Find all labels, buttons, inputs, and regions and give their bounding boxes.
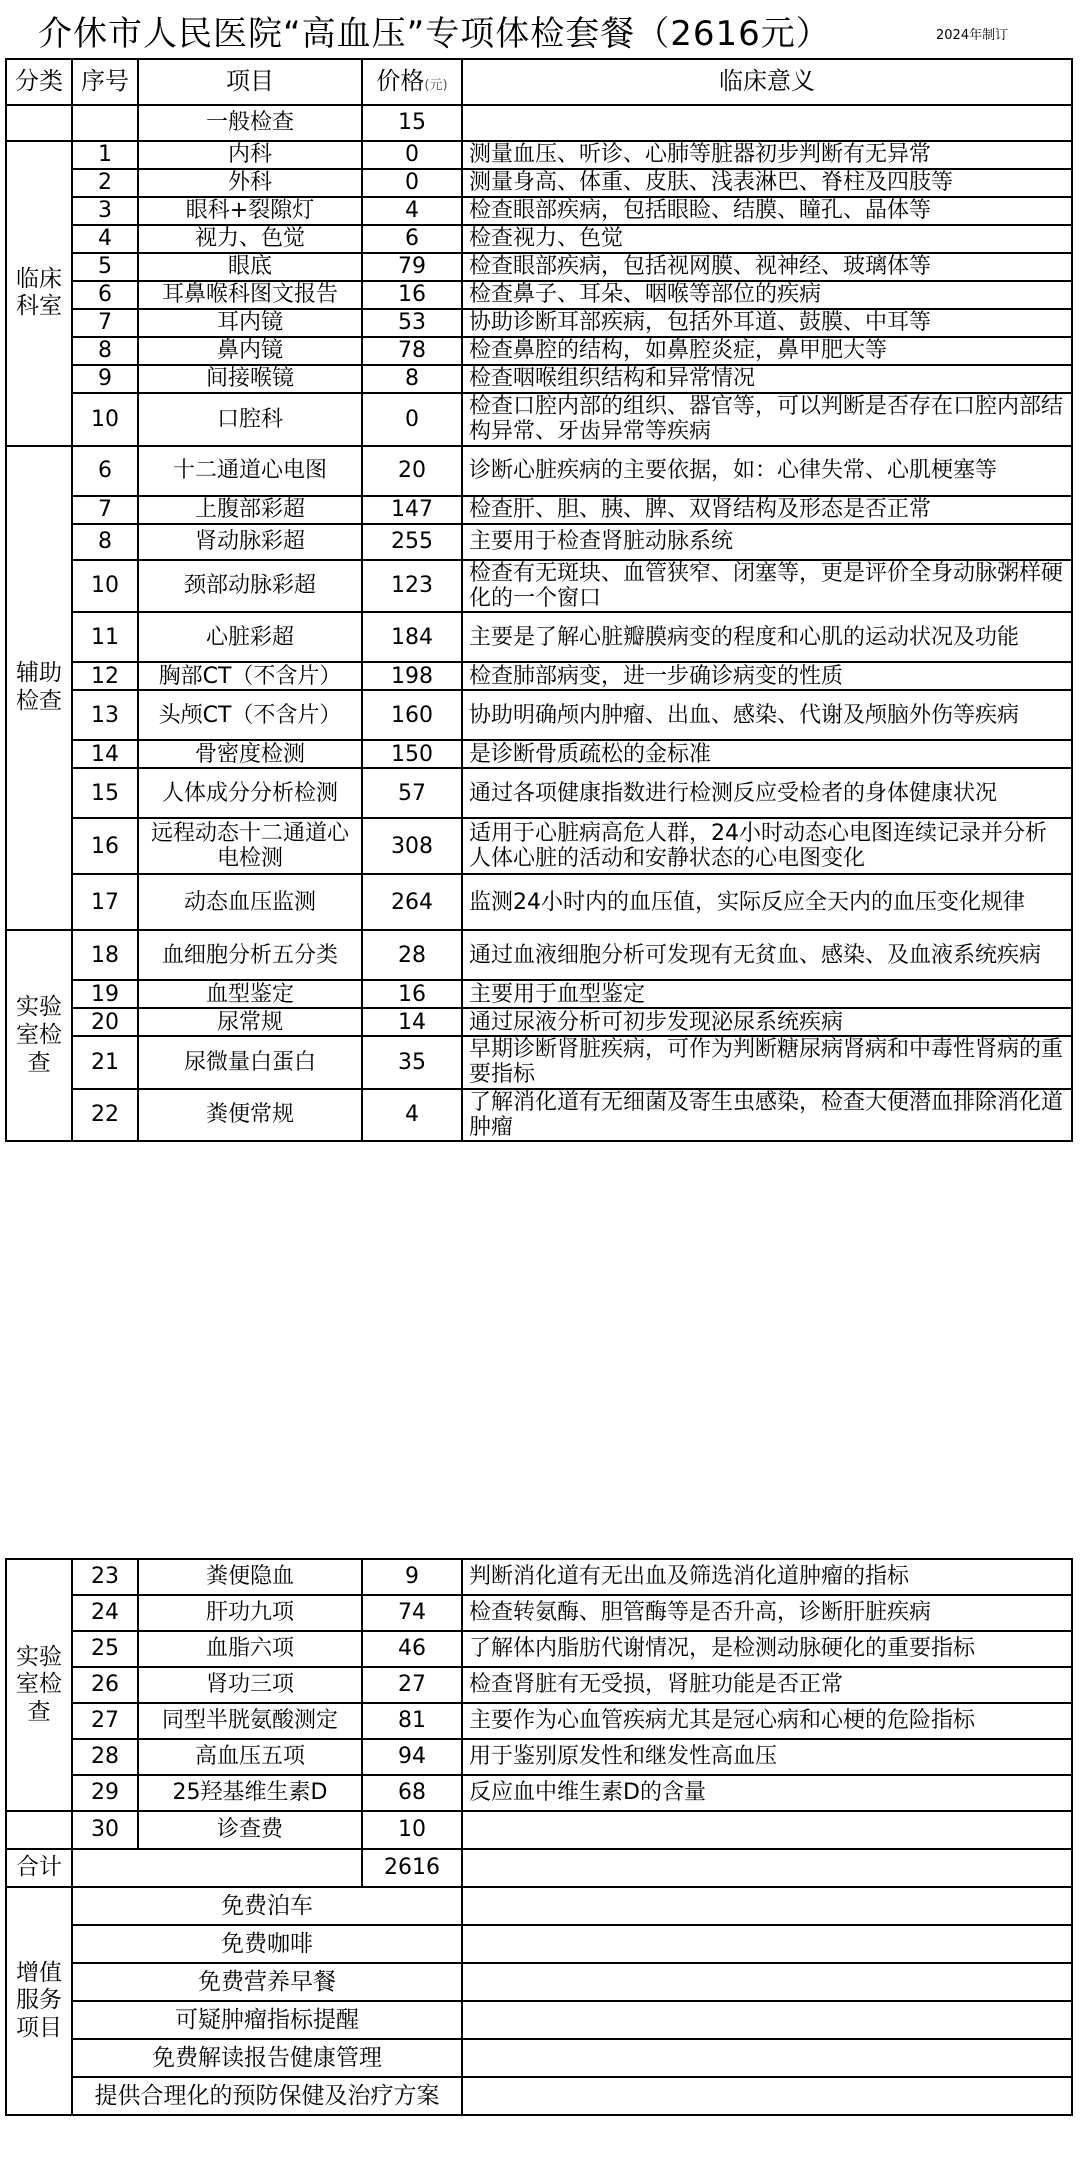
table-row — [6, 496, 1072, 524]
row-no: 11 — [72, 612, 138, 662]
row-meaning: 早期诊断肾脏疾病，可作为判断糖尿病肾病和中毒性肾病的重要指标 — [462, 1036, 1072, 1089]
row-meaning: 主要是了解心脏瓣膜病变的程度和心肌的运动状况及功能 — [462, 612, 1072, 662]
total-row — [6, 1849, 1072, 1887]
row-price: 4 — [362, 1089, 462, 1142]
row-no: 22 — [72, 1089, 138, 1142]
row-no: 19 — [72, 980, 138, 1008]
row-meaning: 诊断心脏疾病的主要依据，如：心律失常、心肌梗塞等 — [462, 446, 1072, 496]
row-item: 骨密度检测 — [138, 740, 362, 768]
row-item: 上腹部彩超 — [138, 496, 362, 524]
category-cell: 实验室检查 — [6, 930, 72, 1141]
service-item: 免费解读报告健康管理 — [72, 2039, 462, 2077]
header-category: 分类 — [6, 59, 72, 105]
general-no-cell — [72, 105, 138, 141]
row-meaning: 监测24小时内的血压值，实际反应全天内的血压变化规律 — [462, 874, 1072, 930]
table-row — [6, 446, 1072, 496]
row-no: 4 — [72, 225, 138, 253]
row-no: 7 — [72, 309, 138, 337]
row-no: 15 — [72, 768, 138, 818]
row-price: 0 — [362, 141, 462, 169]
row-price: 28 — [362, 930, 462, 980]
service-blank-cell — [462, 2077, 1072, 2115]
row-price: 308 — [362, 818, 462, 874]
row-meaning: 检查转氨酶、胆管酶等是否升高，诊断肝脏疾病 — [462, 1595, 1072, 1631]
table-row — [6, 1703, 1072, 1739]
row-meaning: 主要用于检查肾脏动脉系统 — [462, 524, 1072, 560]
row-item: 远程动态十二通道心电检测 — [138, 818, 362, 874]
row-no: 9 — [72, 365, 138, 393]
exam-table-part2 — [5, 1558, 1073, 2116]
total-empty-cell — [72, 1849, 362, 1887]
row-item: 尿常规 — [138, 1008, 362, 1036]
row-meaning: 检查有无斑块、血管狭窄、闭塞等，更是评价全身动脉粥样硬化的一个窗口 — [462, 560, 1072, 613]
row-price: 160 — [362, 690, 462, 740]
service-item: 可疑肿瘤指标提醒 — [72, 2001, 462, 2039]
row-no: 27 — [72, 1703, 138, 1739]
header-price-unit: (元) — [424, 78, 448, 94]
row-price: 264 — [362, 874, 462, 930]
table-row — [6, 1559, 1072, 1595]
row-meaning: 测量血压、听诊、心肺等脏器初步判断有无异常 — [462, 141, 1072, 169]
row-meaning: 协助明确颅内肿瘤、出血、感染、代谢及颅脑外伤等疾病 — [462, 690, 1072, 740]
row-item: 血细胞分析五分类 — [138, 930, 362, 980]
header-meaning: 临床意义 — [462, 59, 1072, 105]
row-meaning: 检查肝、胆、胰、脾、双肾结构及形态是否正常 — [462, 496, 1072, 524]
row-price: 35 — [362, 1036, 462, 1089]
table-row — [6, 393, 1072, 446]
row-item: 外科 — [138, 169, 362, 197]
row-item: 动态血压监测 — [138, 874, 362, 930]
table-row — [6, 1008, 1072, 1036]
row-meaning: 用于鉴别原发性和继发性高血压 — [462, 1739, 1072, 1775]
table-row — [6, 980, 1072, 1008]
row-item: 间接喉镜 — [138, 365, 362, 393]
category-cell: 辅助检查 — [6, 446, 72, 931]
row-item: 高血压五项 — [138, 1739, 362, 1775]
table-row — [6, 309, 1072, 337]
table-row — [6, 560, 1072, 613]
table-row — [6, 768, 1072, 818]
row-meaning: 通过尿液分析可初步发现泌尿系统疾病 — [462, 1008, 1072, 1036]
row-meaning: 反应血中维生素D的含量 — [462, 1775, 1072, 1811]
row-meaning: 检查口腔内部的组织、器官等，可以判断是否存在口腔内部结构异常、牙齿异常等疾病 — [462, 393, 1072, 446]
table-row — [6, 930, 1072, 980]
header-no: 序号 — [72, 59, 138, 105]
table-row — [6, 169, 1072, 197]
row-no: 12 — [72, 662, 138, 690]
row-no: 10 — [72, 560, 138, 613]
table-row — [6, 818, 1072, 874]
service-blank-cell — [462, 2001, 1072, 2039]
row-no: 7 — [72, 496, 138, 524]
title-row — [0, 0, 1080, 58]
consult-meaning-cell — [462, 1811, 1072, 1849]
row-price: 150 — [362, 740, 462, 768]
row-price: 9 — [362, 1559, 462, 1595]
row-item: 血型鉴定 — [138, 980, 362, 1008]
row-no: 23 — [72, 1559, 138, 1595]
row-price: 78 — [362, 337, 462, 365]
exam-table-part2-body — [6, 1559, 1072, 2115]
row-meaning: 主要用于血型鉴定 — [462, 980, 1072, 1008]
exam-table-part1-body — [6, 105, 1072, 1141]
row-item: 同型半胱氨酸测定 — [138, 1703, 362, 1739]
row-price: 16 — [362, 281, 462, 309]
row-meaning: 检查鼻腔的结构，如鼻腔炎症，鼻甲肥大等 — [462, 337, 1072, 365]
revision-note: 2024年制订 — [936, 28, 1009, 43]
row-meaning: 通过各项健康指数进行检测反应受检者的身体健康状况 — [462, 768, 1072, 818]
table-row — [6, 197, 1072, 225]
row-item: 肾功三项 — [138, 1667, 362, 1703]
row-price: 27 — [362, 1667, 462, 1703]
table-row — [6, 690, 1072, 740]
table-row — [6, 1667, 1072, 1703]
exam-table-part1 — [5, 58, 1073, 1142]
row-price: 198 — [362, 662, 462, 690]
service-row — [6, 2001, 1072, 2039]
general-row — [6, 105, 1072, 141]
header-item: 项目 — [138, 59, 362, 105]
row-no: 26 — [72, 1667, 138, 1703]
table-row — [6, 337, 1072, 365]
category-cell: 临床科室 — [6, 141, 72, 446]
row-meaning: 判断消化道有无出血及筛选消化道肿瘤的指标 — [462, 1559, 1072, 1595]
service-item: 免费营养早餐 — [72, 1963, 462, 2001]
table-row — [6, 1089, 1072, 1142]
service-blank-cell — [462, 2039, 1072, 2077]
row-no: 10 — [72, 393, 138, 446]
row-item: 粪便隐血 — [138, 1559, 362, 1595]
service-blank-cell — [462, 1963, 1072, 2001]
row-no: 8 — [72, 337, 138, 365]
row-item: 心脏彩超 — [138, 612, 362, 662]
total-label: 合计 — [6, 1849, 72, 1887]
service-item: 免费泊车 — [72, 1887, 462, 1925]
row-price: 81 — [362, 1703, 462, 1739]
service-row — [6, 2039, 1072, 2077]
row-price: 6 — [362, 225, 462, 253]
general-meaning-cell — [462, 105, 1072, 141]
row-price: 0 — [362, 169, 462, 197]
row-item: 胸部CT（不含片） — [138, 662, 362, 690]
row-no: 14 — [72, 740, 138, 768]
row-item: 十二通道心电图 — [138, 446, 362, 496]
row-meaning: 检查肾脏有无受损，肾脏功能是否正常 — [462, 1667, 1072, 1703]
total-meaning-cell — [462, 1849, 1072, 1887]
service-item: 免费咖啡 — [72, 1925, 462, 1963]
category-cell: 实验室检查 — [6, 1559, 72, 1811]
service-row — [6, 2077, 1072, 2115]
row-item: 肾动脉彩超 — [138, 524, 362, 560]
row-meaning: 测量身高、体重、皮肤、浅表淋巴、脊柱及四肢等 — [462, 169, 1072, 197]
row-item: 人体成分分析检测 — [138, 768, 362, 818]
row-price: 184 — [362, 612, 462, 662]
service-item: 提供合理化的预防保健及治疗方案 — [72, 2077, 462, 2115]
table-row — [6, 524, 1072, 560]
row-no: 20 — [72, 1008, 138, 1036]
row-meaning: 主要作为心血管疾病尤其是冠心病和心梗的危险指标 — [462, 1703, 1072, 1739]
row-item: 血脂六项 — [138, 1631, 362, 1667]
row-no: 24 — [72, 1595, 138, 1631]
service-row — [6, 1887, 1072, 1925]
table-row — [6, 1595, 1072, 1631]
service-blank-cell — [462, 1887, 1072, 1925]
row-item: 视力、色觉 — [138, 225, 362, 253]
table-row — [6, 281, 1072, 309]
row-item: 耳内镜 — [138, 309, 362, 337]
row-meaning: 检查鼻子、耳朵、咽喉等部位的疾病 — [462, 281, 1072, 309]
row-item: 25羟基维生素D — [138, 1775, 362, 1811]
table-row — [6, 225, 1072, 253]
row-no: 29 — [72, 1775, 138, 1811]
row-price: 20 — [362, 446, 462, 496]
page-title: 介休市人民医院“高血压”专项体检套餐（2616元） — [38, 14, 831, 54]
row-no: 21 — [72, 1036, 138, 1089]
row-price: 8 — [362, 365, 462, 393]
row-no: 13 — [72, 690, 138, 740]
row-price: 255 — [362, 524, 462, 560]
row-price: 53 — [362, 309, 462, 337]
header-price-label: 价格 — [376, 67, 425, 96]
row-price: 16 — [362, 980, 462, 1008]
row-item: 粪便常规 — [138, 1089, 362, 1142]
row-price: 123 — [362, 560, 462, 613]
row-price: 94 — [362, 1739, 462, 1775]
row-meaning: 适用于心脏病高危人群，24小时动态心电图连续记录并分析人体心脏的活动和安静状态的心电图变化 — [462, 818, 1072, 874]
row-no: 6 — [72, 446, 138, 496]
service-row — [6, 1925, 1072, 1963]
consult-price: 10 — [362, 1811, 462, 1849]
consult-category-cell — [6, 1811, 72, 1849]
row-price: 14 — [362, 1008, 462, 1036]
row-price: 4 — [362, 197, 462, 225]
row-item: 眼底 — [138, 253, 362, 281]
row-price: 0 — [362, 393, 462, 446]
row-no: 25 — [72, 1631, 138, 1667]
table-row — [6, 141, 1072, 169]
table-row — [6, 365, 1072, 393]
row-meaning: 了解消化道有无细菌及寄生虫感染，检查大便潜血排除消化道肿瘤 — [462, 1089, 1072, 1142]
row-item: 肝功九项 — [138, 1595, 362, 1631]
row-meaning: 检查视力、色觉 — [462, 225, 1072, 253]
row-meaning: 是诊断骨质疏松的金标准 — [462, 740, 1072, 768]
table-header-row — [6, 59, 1072, 105]
total-price: 2616 — [362, 1849, 462, 1887]
table-row — [6, 1631, 1072, 1667]
row-price: 74 — [362, 1595, 462, 1631]
row-price: 68 — [362, 1775, 462, 1811]
row-no: 17 — [72, 874, 138, 930]
table-row — [6, 1036, 1072, 1089]
table-row — [6, 612, 1072, 662]
consult-row — [6, 1811, 1072, 1849]
row-price: 79 — [362, 253, 462, 281]
row-price: 57 — [362, 768, 462, 818]
row-item: 口腔科 — [138, 393, 362, 446]
row-price: 46 — [362, 1631, 462, 1667]
row-item: 尿微量白蛋白 — [138, 1036, 362, 1089]
row-price: 147 — [362, 496, 462, 524]
row-no: 28 — [72, 1739, 138, 1775]
consult-item: 诊查费 — [138, 1811, 362, 1849]
general-category-cell — [6, 105, 72, 141]
row-no: 8 — [72, 524, 138, 560]
row-item: 颈部动脉彩超 — [138, 560, 362, 613]
row-item: 眼科+裂隙灯 — [138, 197, 362, 225]
row-meaning: 了解体内脂肪代谢情况，是检测动脉硬化的重要指标 — [462, 1631, 1072, 1667]
table-row — [6, 740, 1072, 768]
table-row — [6, 874, 1072, 930]
row-meaning: 检查肺部病变，进一步确诊病变的性质 — [462, 662, 1072, 690]
header-price — [362, 59, 462, 105]
table-row — [6, 1775, 1072, 1811]
general-price: 15 — [362, 105, 462, 141]
row-meaning: 检查咽喉组织结构和异常情况 — [462, 365, 1072, 393]
row-item: 鼻内镜 — [138, 337, 362, 365]
row-meaning: 检查眼部疾病，包括眼睑、结膜、瞳孔、晶体等 — [462, 197, 1072, 225]
table-row — [6, 1739, 1072, 1775]
table-row — [6, 662, 1072, 690]
row-no: 2 — [72, 169, 138, 197]
service-blank-cell — [462, 1925, 1072, 1963]
general-item: 一般检查 — [138, 105, 362, 141]
row-no: 1 — [72, 141, 138, 169]
row-no: 5 — [72, 253, 138, 281]
row-no: 18 — [72, 930, 138, 980]
consult-no: 30 — [72, 1811, 138, 1849]
service-row — [6, 1963, 1072, 2001]
row-item: 内科 — [138, 141, 362, 169]
row-meaning: 检查眼部疾病，包括视网膜、视神经、玻璃体等 — [462, 253, 1072, 281]
table-row — [6, 253, 1072, 281]
row-item: 耳鼻喉科图文报告 — [138, 281, 362, 309]
row-item: 头颅CT（不含片） — [138, 690, 362, 740]
row-no: 3 — [72, 197, 138, 225]
row-meaning: 通过血液细胞分析可发现有无贫血、感染、及血液系统疾病 — [462, 930, 1072, 980]
services-category: 增值服务项目 — [6, 1887, 72, 2115]
row-no: 16 — [72, 818, 138, 874]
row-meaning: 协助诊断耳部疾病，包括外耳道、鼓膜、中耳等 — [462, 309, 1072, 337]
row-no: 6 — [72, 281, 138, 309]
